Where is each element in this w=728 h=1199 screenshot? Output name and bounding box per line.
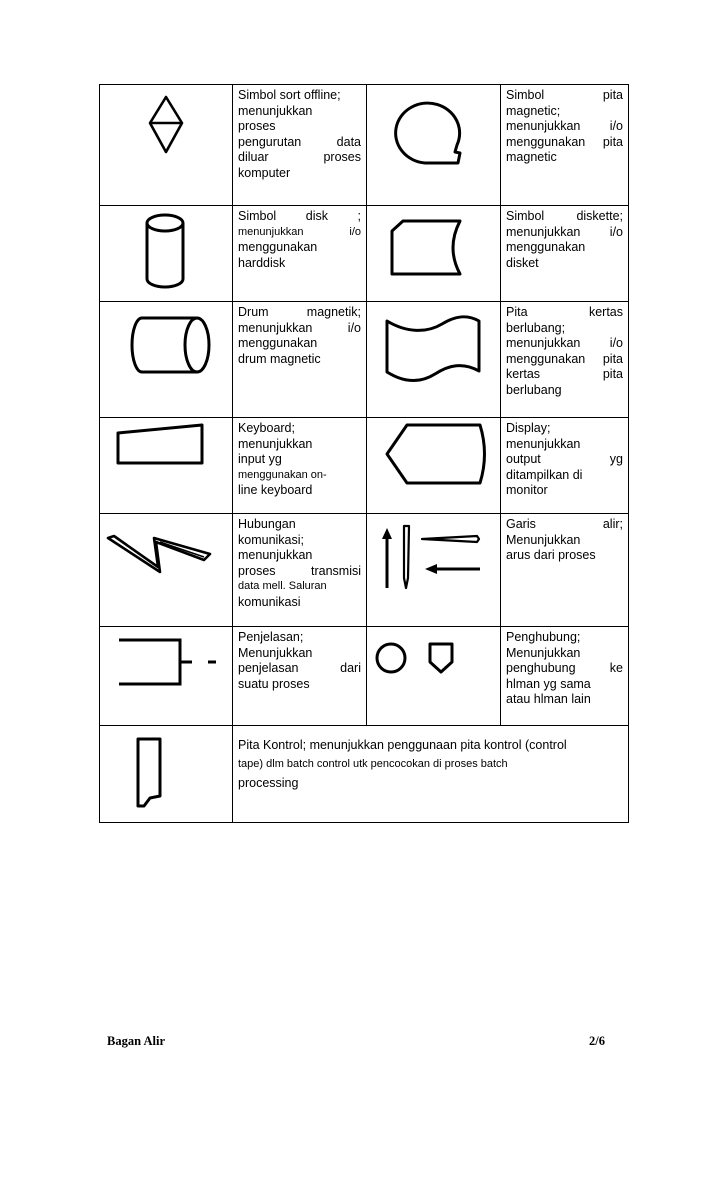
annotation-icon	[100, 627, 232, 725]
text-line: komunikasi;	[238, 532, 304, 547]
text-line: proses transmisi	[238, 563, 361, 578]
text-line: atau hlman lain	[506, 692, 591, 706]
text-line: suatu proses	[238, 676, 310, 691]
disk-icon	[100, 206, 232, 301]
text-line: Garis alir;	[506, 517, 623, 531]
text-line: menggunakan pita	[506, 134, 623, 149]
text-line: berlubang;	[506, 320, 566, 335]
text-line: komputer	[238, 165, 291, 180]
text-line: Simbol diskette;	[506, 209, 623, 223]
text-line: hlman yg sama	[506, 676, 591, 691]
text-line: menunjukkan	[238, 436, 313, 451]
text-line: menunjukkan	[238, 103, 313, 118]
text-line: data mell. Saluran	[238, 580, 327, 592]
magnetic-drum-icon	[100, 302, 232, 417]
diskette-cell	[367, 206, 501, 302]
flow-line-cell	[367, 514, 501, 627]
magnetic-tape-cell	[367, 85, 501, 206]
magnetic-drum-cell	[100, 302, 233, 418]
text-line: pengurutan data	[238, 134, 361, 149]
text-line: input yg	[238, 452, 282, 466]
sort-offline-cell	[100, 85, 233, 206]
text-line: menunjukkan i/o	[506, 336, 623, 350]
communication-link-icon	[100, 514, 232, 626]
text-line: Pita kertas	[506, 305, 623, 319]
text-line: arus dari proses	[506, 548, 596, 562]
text-line: monitor	[506, 483, 548, 497]
diskette-description	[501, 206, 629, 302]
text-line: menunjukkan	[238, 548, 313, 562]
punched-tape-icon	[367, 302, 500, 417]
annotation-description	[233, 627, 367, 726]
punched-tape-cell	[367, 302, 501, 418]
keyboard-description	[233, 418, 367, 514]
text-line: disket	[506, 255, 539, 270]
magnetic-tape-description	[501, 85, 629, 206]
page-number: 2/6	[589, 1034, 605, 1048]
communication-link-cell	[100, 514, 233, 627]
text-line: processing	[238, 776, 299, 790]
text-line: Simbol sort offline;	[238, 88, 341, 102]
text-line: penghubung ke	[506, 661, 623, 675]
text-line: diluar proses	[238, 150, 361, 164]
text-line: Menunjukkan	[506, 532, 581, 547]
text-line: magnetic	[506, 150, 557, 164]
control-tape-cell	[100, 726, 233, 823]
text-line: proses	[238, 119, 276, 133]
text-line: Penjelasan;	[238, 630, 304, 644]
sort-offline-icon	[100, 85, 232, 205]
text-line: Simbol pita	[506, 88, 623, 102]
connector-cell	[367, 627, 501, 726]
table-row	[100, 627, 629, 726]
text-line: berlubang	[506, 382, 562, 397]
disk-description	[233, 206, 367, 302]
diskette-icon	[367, 206, 500, 301]
table-row	[100, 302, 629, 418]
display-description	[501, 418, 629, 514]
magnetic-drum-description	[233, 302, 367, 418]
text-line: menunjukkan	[506, 436, 581, 451]
flow-line-icon	[367, 514, 500, 626]
punched-tape-description	[501, 302, 629, 418]
connector-icon	[367, 627, 500, 725]
text-line: menggunakan pita	[506, 351, 623, 366]
flow-line-description	[501, 514, 629, 627]
text-line: Hubungan	[238, 517, 296, 531]
text-line: tape) dlm batch control utk pencocokan di proses batch	[238, 758, 508, 770]
annotation-cell	[100, 627, 233, 726]
text-line: menunjukkan i/o	[238, 225, 361, 238]
sort-offline-description	[233, 85, 367, 206]
text-line: menggunakan	[238, 240, 318, 254]
display-icon	[367, 418, 500, 513]
text-line: ditampilkan di	[506, 467, 583, 482]
table-row	[100, 85, 629, 206]
text-line: Display;	[506, 421, 551, 435]
table-row	[100, 514, 629, 627]
text-line: Drum magnetik;	[238, 305, 361, 319]
connector-description	[501, 627, 629, 726]
table-row	[100, 726, 629, 823]
text-line: Simbol disk ;	[238, 209, 361, 223]
text-line: penjelasan dari	[238, 661, 361, 675]
text-line: Menunjukkan	[238, 645, 313, 660]
text-line: menggunakan	[506, 240, 586, 254]
text-line: Pita Kontrol; menunjukkan penggunaan pita kontrol (control	[238, 738, 567, 752]
disk-cell	[100, 206, 233, 302]
communication-link-description	[233, 514, 367, 627]
flowchart-symbol-table	[99, 84, 629, 823]
text-line: komunikasi	[238, 594, 301, 609]
text-line: menunjukkan i/o	[506, 224, 623, 239]
text-line: output yg	[506, 452, 623, 466]
text-line: menggunakan on-	[238, 468, 327, 481]
text-line: menggunakan	[238, 336, 318, 350]
keyboard-icon	[100, 418, 232, 513]
footer-title: Bagan Alir	[107, 1034, 165, 1048]
table-row	[100, 418, 629, 514]
text-line: harddisk	[238, 255, 286, 270]
text-line: kertas pita	[506, 367, 623, 381]
text-line: Penghubung;	[506, 630, 581, 644]
text-line: Keyboard;	[238, 421, 295, 435]
display-cell	[367, 418, 501, 514]
magnetic-tape-icon	[367, 85, 500, 205]
control-tape-description	[233, 726, 629, 823]
text-line: drum magnetic	[238, 351, 321, 366]
text-line: line keyboard	[238, 483, 313, 497]
table-row	[100, 206, 629, 302]
control-tape-icon	[100, 726, 232, 822]
text-line: menunjukkan i/o	[506, 119, 623, 133]
keyboard-cell	[100, 418, 233, 514]
text-line: menunjukkan i/o	[238, 320, 361, 335]
text-line: magnetic;	[506, 103, 561, 118]
text-line: Menunjukkan	[506, 645, 581, 660]
